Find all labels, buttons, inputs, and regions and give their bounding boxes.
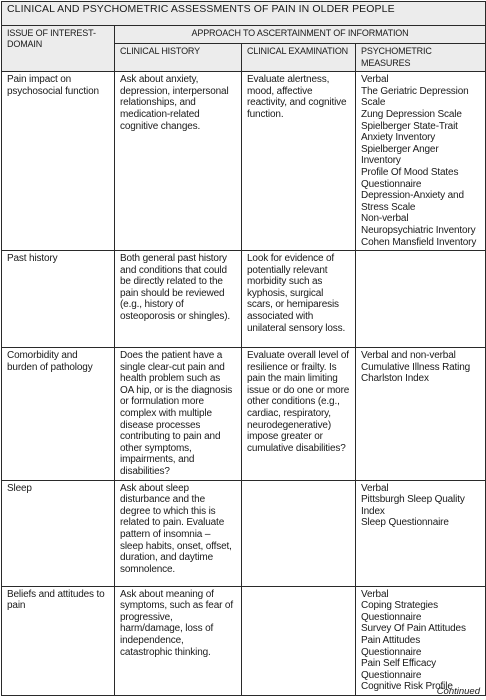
measures-cell (356, 480, 486, 586)
history-cell: Does the patient have a single clear-cut pain and health problem such as OA hip, or is the diagnosis or formulation more complex with multiple disease processes contributing to pain and other symptoms, impairments, and disabilities? (115, 348, 242, 481)
measure-item: Cognitive Risk Profile (361, 681, 453, 693)
issue-cell: Sleep (2, 480, 115, 586)
measures-cell (356, 72, 486, 251)
measures-cell (356, 348, 486, 481)
exam-cell (242, 586, 356, 695)
measures-cell (356, 586, 486, 695)
measure-item: Spielberger Anger Inventory (361, 143, 439, 167)
measure-item: Verbal (361, 74, 389, 86)
table-title-row (2, 2, 486, 26)
clinical-examination-header: CLINICAL EXAMINATION (242, 44, 356, 72)
measure-item: Depression-Anxiety and Stress Scale (361, 190, 464, 213)
measure-item: Cohen Mansfield Inventory (361, 236, 477, 248)
issue-column-header: ISSUE OF INTEREST-DOMAIN (2, 26, 115, 72)
measures-cell (356, 251, 486, 348)
continued-note: Continued (436, 686, 480, 697)
table-title: CLINICAL AND PSYCHOMETRIC ASSESSMENTS OF PAIN IN OLDER PEOPLE (2, 2, 486, 26)
measure-item: Sleep Questionnaire (361, 517, 449, 529)
issue-cell: Pain impact on psychosocial function (2, 72, 115, 251)
exam-cell: Evaluate overall level of resilience or frailty. Is pain the main limiting issue or do one or more other conditions (e.g., cardiac, respiratory, neurodegenerative) impose greater or cumulative disabilities? (242, 348, 356, 481)
exam-cell: Look for evidence of potentially relevant morbidity such as kyphosis, surgical scars, or hemiparesis associated with unilateral sensory loss. (242, 251, 356, 348)
measure-item: Non-verbal (361, 213, 409, 225)
exam-cell (242, 480, 356, 586)
history-cell: Ask about meaning of symptoms, such as fear of progressive, harm/damage, loss of independence, catastrophic thinking. (115, 586, 242, 695)
measure-item: Verbal (361, 482, 389, 494)
measure-item: Spielberger State-Trait Anxiety Inventory (361, 120, 458, 144)
exam-cell: Evaluate alertness, mood, affective reactivity, and cognitive function. (242, 72, 356, 251)
measure-item: Cumulative Illness Rating (361, 361, 471, 373)
measure-item: Coping Strategies Questionnaire (361, 600, 438, 623)
measure-item: Pittsburgh Sleep Quality Index (361, 494, 465, 517)
measure-item: Neuropsychiatric Inventory (361, 224, 476, 236)
issue-cell: Beliefs and attitudes to pain (2, 586, 115, 695)
pain-assessment-table (1, 1, 486, 696)
measure-item: Profile Of Mood States Questionnaire (361, 166, 459, 190)
approach-group-header: APPROACH TO ASCERTAINMENT OF INFORMATION (115, 26, 486, 44)
history-cell: Both general past history and conditions that could be directly related to the pain should be reviewed (e.g., history of osteoporosis or shingles). (115, 251, 242, 348)
measure-item: Pain Self Efficacy Questionnaire (361, 658, 436, 681)
measure-item: Zung Depression Scale (361, 108, 462, 120)
measure-item: Verbal (361, 588, 389, 600)
measure-item: Survey Of Pain Attitudes (361, 623, 466, 635)
measure-item: The Geriatric Depression Scale (361, 85, 469, 109)
measure-item: Verbal and non-verbal (361, 350, 456, 362)
history-cell: Ask about sleep disturbance and the degree to which this is related to pain. Evaluate pattern of insomnia – sleep habits, onset, offset, duration, and daytime somnolence. (115, 480, 242, 586)
clinical-history-header: CLINICAL HISTORY (115, 44, 242, 72)
header-row (2, 26, 486, 44)
measure-item: Pain Attitudes Questionnaire (361, 635, 422, 658)
measure-item: Charlston Index (361, 373, 429, 385)
table-row (2, 586, 486, 695)
table-row (2, 348, 486, 481)
table-row (2, 251, 486, 348)
table-row (2, 72, 486, 251)
history-cell: Ask about anxiety, depression, interpersonal relationships, and medication-related cognitive changes. (115, 72, 242, 251)
psychometric-measures-header: PSYCHOMETRIC MEASURES (356, 44, 486, 72)
table-row (2, 480, 486, 586)
issue-cell: Past history (2, 251, 115, 348)
issue-cell: Comorbidity and burden of pathology (2, 348, 115, 481)
